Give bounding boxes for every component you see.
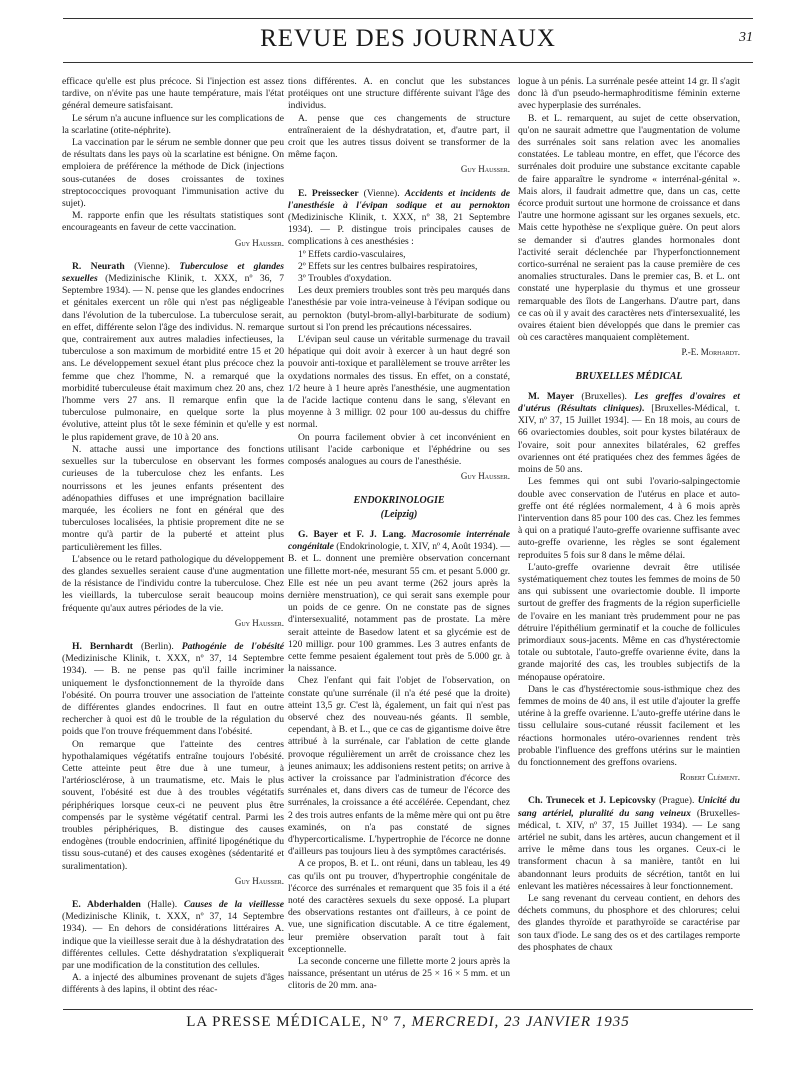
paragraph: Les femmes qui ont subi l'ovario-salpingectomie double avec conservation de l'utérus en place et auto-greffe ont été réglées normalement, 4 à 6 mois après l'intervention dans 85 pour 100 des cas. Chez les femmes à qui on a pratiqué l'auto-greffe ovarienne suffisante avec auto-greffe ovarienne, les règles se sont également reproduites 5 fois sur 8 dans le même délai. — [518, 476, 740, 561]
page-footer — [63, 1009, 753, 1031]
article-author: R. Neurath — [72, 260, 125, 272]
article-title: Unicité du sang artériel, pluralité du sang veineux — [518, 795, 741, 819]
article-heading — [62, 641, 284, 739]
paragraph: On pourra facilement obvier à cet inconvénient en utilisant l'acide carbonique et l'éphédrine ou ses composés analogues au cours de l'anesthésie. — [288, 431, 510, 468]
article-city: (Halle). — [140, 899, 184, 910]
signature: Guy Hausser. — [234, 237, 284, 248]
article-body: (Medizinische Klinik, t. XXX, nº 38, 21 Septembre 1934). — P. distingue trois principales causes de complications à ces anesthésies : — [288, 212, 510, 248]
paragraph: La seconde concerne une fillette morte 2 jours après la naissance, présentant un utérus de 25 × 16 × 5 mm. et un clitoris de 20 mm. ana- — [288, 956, 510, 992]
top-rule — [63, 18, 753, 19]
paragraph: efficace qu'elle est plus précoce. Si l'injection est assez tardive, on n'évite pas une haute température, mais l'état général demeure satisfaisant. — [62, 76, 284, 112]
article-author: E. Preissecker — [298, 187, 359, 199]
list-item: 2º Effets sur les centres bulbaires respiratoires, — [298, 260, 478, 272]
journal-title: REVUE DES JOURNAUX — [260, 25, 556, 52]
paragraph: Chez l'enfant qui fait l'objet de l'observation, on constate qu'une surrénale (il n'a été pesé que la droite) atteint 13,5 gr. C'est là, également, un fait qui n'est pas observé chez des nouveau-nés géants. Il semble, cependant, à B. et L., que ce cas de gigantisme doive être attribué à la surrénale, car l'ablation de cette glande provoque régulièrement un arrêt de croissance chez les jeunes animaux; les addisoniens restent petits; on arrive à activer la croissance par l'administration d'écorce des surrénales et, dans divers cas de tumeur de l'écorce des surrénales, la croissance a été accélérée. Cependant, chez 2 des trois autres enfants de la même mère qui ont pu être examinés, on n'a pas constaté de signes d'hypercorticalisme. L'hypertrophie de l'écorce ne donne d'ailleurs pas toujours lieu à des symptômes caractérisés. — [288, 675, 510, 858]
paragraph: M. rapporte enfin que les résultats statistiques sont encourageants en faveur de cette vaccination. — [62, 210, 284, 234]
paragraph: Dans le cas d'hystérectomie sous-isthmique chez des femmes de moins de 40 ans, il est utile d'ajouter la greffe utérine à la greffe ovarienne. L'auto-greffe utérine dans le tissu cellulaire sous-cutané réussit facilement et les réactions hormonales utéro-ovariennes rendent très probable l'influence des greffons utérins sur le maintien du fonctionnement des greffons ovariens. — [518, 683, 740, 768]
paragraph: logue à un pénis. La surrénale pesée atteint 14 gr. Il s'agit donc là d'un pseudo-hermaphroditisme féminin externe avec hyperplasie des surrénales. — [518, 76, 740, 112]
paragraph: N. attache aussi une importance des fonctions sexuelles sur la tuberculose en observant les formes curieuses de la tuberculose chez les enfants. Les nourrissons et les jeunes enfants présentent des adénopathies diffuses et une imprégnation bacillaire marquée, les écoliers ne font en général que des tuberculoses localisées, la phtisie proprement dite ne se montre qu'à partir de la puberté et atteint plus particulièrement les filles. — [62, 443, 284, 553]
article-city: (Vienne). — [124, 260, 180, 272]
section-city: (Leipzig) — [380, 508, 418, 520]
article-body: (Medizinische Klinik, t. XXX, nº 37, 14 Septembre 1934). — En dehors de considérations littéraires A. indique que la vieillesse serait due à la déshydratation des différentes cellules. Cette déshydratation s'expliquerait par une modification de la constitution des cellules. — [62, 911, 284, 972]
section-title: BRUXELLES MÉDICAL — [575, 370, 683, 382]
article-body: (Endokrinologie, t. XIV, nº 4, Août 1934). — B. et L. donnent une première observation concernant une fillette mort-née, mesurant 55 cm. et pesant 5.000 gr. Elle est née un peu avant terme (262 jours après la dernière menstruation), ce qui serait sans exemple pour un poids de ce genre. On ne constate pas de signes d'intersexualité, notamment pas de prostate. La mère serait atteinte de Basedow latent et sa glycémie est de 120 milligr. pour 100 grammes. Les 3 autres enfants de cette femme pesaient également tout près de 5.000 gr. à la naissance. — [288, 541, 510, 675]
article-title: Pathogénie de l'obésité — [181, 640, 284, 652]
article-city: (Prague). — [655, 795, 698, 807]
paragraph: L'évipan seul cause un véritable surmenage du travail hépatique qui doit avoir à exercer à un haut degré son pouvoir anti-toxique et parallèlement se trouve arrêter les oxydations normales des tissus. En effet, on a constaté, 1/2 heure à 1 heure après l'anesthésie, une augmentation de l'acide lactique contenu dans le sang, s'élevant en moyenne à 3 milligr. 02 pour 100 au-dessus du chiffre normal. — [288, 334, 510, 431]
article-body: (Medizinische Klinik, t. XXX, nº 36, 7 Septembre 1934). — N. pense que les glandes endocrines et génitales exercent un rôle qui n'est pas négligeable dans l'évolution de la tuberculose. La tuberculose serait, en effet, différente selon l'âge des individus. N. remarque que, contrairement aux autres maladies infectieuses, la tuberculose a son maximum de morbidité entre 15 et 20 ans. Le développement sexuel étant plus précoce chez la femme que chez l'homme, N. a remarqué que la morbidité tuberculeuse était maximum chez 20 ans, chez l'homme vers 27 ans. Il remarque enfin que la tuberculose pulmonaire, en quelque sorte la plus évolutive, atteint plus tôt le sexe féminin et qu'elle y est le plus rapidement grave, de 10 à 20 ans. — [62, 273, 284, 443]
article-body: [Bruxelles-Médical, t. XIV, nº 37, 15 Juillet 1934]. — En 18 mois, au cours de 66 ovariectomies doubles, soit pour kystes bilatéraux de l'ovaire, soit pour annexites bilatérales, 62 greffes ovariennes ont été pratiquées chez des femmes âgées de moins de 50 ans. — [518, 403, 740, 476]
article-title: Accidents et incidents de l'anesthésie à l'évipan sodique et au pernokton — [288, 187, 511, 211]
column-2 — [288, 76, 510, 993]
article-city: (Vienne). — [358, 187, 405, 199]
article-heading — [62, 261, 284, 444]
page-number: 31 — [739, 30, 753, 45]
article-title: Les greffes d'ovaires et d'utérus (Résultats cliniques). — [518, 390, 740, 415]
header-rule — [63, 62, 753, 63]
article-heading — [288, 529, 510, 675]
article-body: (Medizinische Klinik, t. XXX, nº 37, 14 Septembre 1934). — B. ne pense pas qu'il faille incriminer uniquement le dysfonctionnement de la thyroïde dans l'obésité. On pourra trouver une association de l'atteinte de différentes glandes endocrines. Il faut en outre rechercher à quoi est dû le trouble de la régulation du poids que l'on trouve fréquemment dans l'obésité. — [62, 653, 284, 738]
paragraph: B. et L. remarquent, au sujet de cette observation, qu'on ne saurait admettre que l'augmentation de volume des surrénales soit sans relation avec les anomalies constatées. Le tableau montre, en effet, que l'écorce des surrénales doit produire une substance excitante capable de faire apparaître le syndrome « interrénal-génital ». Mais alors, il faudrait admettre que, dans un cas, cette écorce produit surtout une hormone de croissance et dans l'autre une hormone agissant sur les organes sexuels, etc. Mais cette hypothèse ne s'explique guère. On peut alors se demander si d'autres glandes hormonales dont l'activité serait déclenchée par l'hyperfonctionnement cortico-surrénal ne seraient pas la cause première de ces anomalies structurales. Dans le premier cas, B. et L. ont constaté une hyperplasie du thymus et une grosseur remarquable des îlots de Langerhans. D'autre part, dans ce cas où il y avait des caractères nets d'intersexualité, les ovaires étaient bien développés que dans le premier cas où ces caractères manquaient complètement. — [518, 112, 740, 344]
paragraph: A ce propos, B. et L. ont réuni, dans un tableau, les 49 cas qu'ils ont pu trouver, d'hypertrophie congénitale de l'écorce des surrénales et remarquent que 35 fois il a été noté des caractères sexuels du sexe opposé. La plupart des observations restantes ont d'ailleurs, à ce point de vue, une signification discutable. A ce titre également, leur première observation paraît tout à fait exceptionnelle. — [288, 858, 510, 955]
article-city: (Berlin). — [133, 640, 182, 652]
signature: Guy Hausser. — [234, 875, 284, 886]
paragraph: Le sérum n'a aucune influence sur les complications de la scarlatine (otite-néphrite). — [62, 112, 284, 136]
article-city: (Bruxelles). — [574, 390, 635, 402]
signature: Guy Hausser. — [460, 164, 510, 175]
paragraph: tions différentes. A. en conclut que les substances protéiques ont une structure différente suivant l'âge des individus. — [288, 76, 510, 112]
footer-date: MERCREDI, 23 JANVIER 1935 — [411, 1014, 630, 1030]
signature: P.-E. Morhardt. — [681, 347, 740, 358]
article-author: Ch. Trunecek et J. Lepicovsky — [528, 795, 656, 807]
article-title: Tuberculose et glandes sexuelles — [62, 260, 284, 285]
page-header — [63, 22, 753, 62]
article-heading — [288, 188, 510, 249]
paragraph: Les deux premiers troubles sont très peu marqués dans l'anesthésie par voie intra-veineuse à l'évipan sodique ou au pernokton (butyl-brom-allyl-barbiturate de sodium) surtout si l'on prend les précautions nécessaires. — [288, 285, 510, 333]
list-item: 1º Effets cardio-vasculaires, — [298, 248, 406, 260]
column-3 — [518, 76, 740, 954]
paragraph: L'absence ou le retard pathologique du développement des glandes sexuelles seraient cause d'une augmentation de la résistance de l'individu contre la tuberculose. Chez les vieillards, la tuberculose serait beaucoup moins fréquente qu'aux autres périodes de la vie. — [62, 553, 284, 614]
footer-journal: LA PRESSE MÉDICALE, Nº 7, — [186, 1014, 412, 1030]
article-author: H. Bernhardt — [72, 640, 133, 652]
signature: Guy Hausser. — [234, 617, 284, 628]
column-1 — [62, 76, 284, 997]
article-author: E. Abderhalden — [72, 899, 141, 910]
paragraph: A. pense que ces changements de structure entraîneraient de la déshydratation, et, d'autre part, il croit que les autres tissus doivent se transformer de la même façon. — [288, 112, 510, 161]
article-body: (Bruxelles-médical, t. XIV, nº 37, 15 Juillet 1934). — Le sang artériel ne subit, dans les artères, aucun changement et il arrive le même dans tous les organes. Ceux-ci le transforment chacun à sa manière, tantôt en lui abandonnant leurs produits de sécrétion, tantôt en lui enlevant les matières nécessaires à leur fonctionnement. — [518, 807, 740, 892]
article-heading — [518, 391, 740, 476]
paragraph: On remarque que l'atteinte des centres hypothalamiques végétatifs entraîne toujours l'obésité. Cette atteinte peut être due à une tumeur, à l'artériosclérose, à un traumatisme, etc. Mais le plus souvent, l'obésité est due à des troubles végétatifs périphériques lorsque ceux-ci ne peuvent plus être compensés par le système végétatif central. Parmi les troubles périphériques, B. distingue des causes endogènes (trouble endocrinien, affinité lipogénétique du tissu sous-cutané) et des causes exogènes (sédentarité et suralimentation). — [62, 738, 284, 872]
paragraph: La vaccination par le sérum ne semble donner que peu de résultats dans les pays où la scarlatine est bénigne. On emploiera de préférence la méthode de Dick (injections sous-cutanées de doses croissantes de toxines streptococciques provoquant l'immunisation active du sujet). — [62, 137, 284, 210]
article-heading — [518, 795, 740, 893]
signature: Robert Clément. — [679, 772, 740, 783]
paragraph: Le sang revenant du cerveau contient, en dehors des déchets communs, du phosphore et des chlorures; celui des glandes thyroïde et parathyroïde se caractérise par son taux d'iode. Le sang des os et des cartilages remporte des phosphates de chaux — [518, 893, 740, 953]
signature: Guy Hausser. — [460, 471, 510, 482]
footer-text — [63, 1014, 753, 1031]
list-item: 3º Troubles d'oxydation. — [298, 273, 392, 285]
article-heading — [62, 899, 284, 972]
section-title: ENDOKRINOLOGIE — [353, 494, 445, 506]
paragraph: L'auto-greffe ovarienne devrait être utilisée systématiquement chez toutes les femmes de moins de 50 ans qui subissent une ovariectomie double. Il importe surtout de greffer des fragments de la région superficielle de l'ovaire en les maniant très prudemment pour ne pas détruire l'épithélium germinatif et la couche de follicules primordiaux sous-jacents. Même en cas d'hystérectomie totale ou subtotale, l'auto-greffe ovarienne évite, dans la grande majorité des cas, les troubles subjectifs de la ménopause opératoire. — [518, 561, 740, 683]
article-author: G. Bayer et F. J. Lang. — [298, 528, 407, 540]
article-title: Macrosomie interrénale congénitale — [288, 528, 510, 553]
article-author: M. Mayer — [528, 390, 575, 402]
paragraph: A. a injecté des albumines provenant de sujets d'âges différents à des lapins, il obtint des réac- — [62, 972, 284, 996]
article-title: Causes de la vieillesse — [183, 899, 284, 910]
